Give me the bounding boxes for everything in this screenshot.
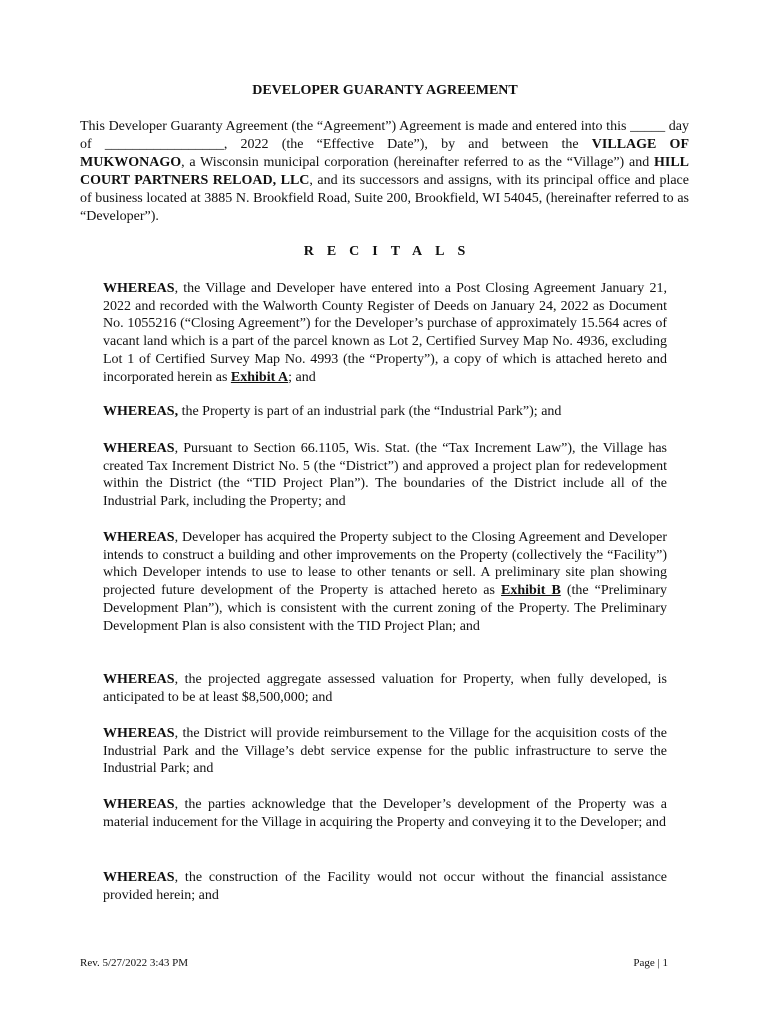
recital-paragraph xyxy=(103,671,667,706)
recital-lead: WHEREAS xyxy=(103,870,175,885)
exhibit-a-reference: Exhibit A xyxy=(230,369,289,385)
recital-text: , Pursuant to Section 66.1105, Wis. Stat. (the “Tax Increment Law”), the Village has created Tax Increment District No. 5 (the “District”) and approved a project plan for redevelopment within the District (the “TID Project Plan”). The boundaries of the District include all of the Industrial Park, including the Property; and xyxy=(103,441,667,510)
revision-stamp: Rev. 5/27/2022 3:43 PM xyxy=(80,957,189,969)
recital-text: the Property is part of an industrial park (the “Industrial Park”); and xyxy=(178,404,562,419)
recital-lead: WHEREAS xyxy=(103,530,175,545)
recital-text: , the projected aggregate assessed valuation for Property, when fully developed, is anticipated to be at least $8,500,000; and xyxy=(103,672,667,705)
recital-lead: WHEREAS, xyxy=(103,404,179,419)
developer-name: HILL COURT PARTNERS RELOAD, LLC xyxy=(80,155,689,188)
recital-lead: WHEREAS xyxy=(103,726,175,741)
recital-text: , the parties acknowledge that the Developer’s development of the Property was a material inducement for the Village in acquiring the Property and conveying it to the Developer; and xyxy=(103,797,667,830)
recital-text: , the District will provide reimbursement to the Village for the acquisition costs of the Industrial Park and the Village’s debt service expense for the public infrastructure to serve the Industrial Park; and xyxy=(103,726,667,777)
recital-paragraph xyxy=(103,869,667,904)
page-number: Page | 1 xyxy=(633,957,668,969)
recital-paragraph xyxy=(103,529,667,635)
intro-text: This Developer Guaranty Agreement (the “Agreement”) Agreement is made and entered into this _____ day of _________________, 2022 (the “Effective Date”), by and between the xyxy=(80,119,689,152)
recital-lead: WHEREAS xyxy=(103,797,175,812)
recital-text: , the construction of the Facility would not occur without the financial assistance provided herein; and xyxy=(103,870,667,903)
intro-text: , a Wisconsin municipal corporation (hereinafter referred to as the “Village”) and xyxy=(181,155,654,170)
recital-paragraph xyxy=(103,796,667,831)
recitals-heading: RECITALS xyxy=(303,244,479,259)
recital-lead: WHEREAS xyxy=(103,672,175,687)
intro-text: , and its successors and assigns, with its principal office and place of business located at 3885 N. Brookfield Road, Suite 200, Brookfield, WI 54045, (hereinafter referred to as “Developer”). xyxy=(80,173,689,224)
recital-text: (the “Preliminary Development Plan”), which is consistent with the current zoning of the Property. The Preliminary Development Plan is also consistent with the TID Project Plan; and xyxy=(103,583,667,634)
village-name: VILLAGE OF MUKWONAGO xyxy=(80,137,689,170)
exhibit-b-reference: Exhibit B xyxy=(501,583,561,599)
intro-paragraph xyxy=(80,118,689,226)
document-title: DEVELOPER GUARANTY AGREEMENT xyxy=(252,83,518,98)
recital-paragraph xyxy=(103,280,667,386)
recital-lead: WHEREAS xyxy=(103,281,175,296)
recital-paragraph xyxy=(103,440,667,511)
recital-text: ; and xyxy=(288,369,316,385)
recital-lead: WHEREAS xyxy=(103,441,175,456)
recital-text: , Developer has acquired the Property subject to the Closing Agreement and Developer intends to construct a building and other improvements on the Property (collectively the “Facility”) which Developer intends to use to lease to other tenants or sell. A preliminary site plan showing projected future development of the Property is attached hereto as xyxy=(103,530,667,599)
recital-text: , the Village and Developer have entered into a Post Closing Agreement January 21, 2022 and recorded with the Walworth County Register of Deeds on January 24, 2022 as Document No. 1055216 (“Closing Agreement”) for the Developer’s purchase of approximately 15.564 acres of vacant land which is a part of the parcel known as Lot 2, Certified Survey Map No. 4936, excluding Lot 1 of Certified Survey Map No. 4993 (the “Property”), a copy of which is attached hereto and incorporated herein as xyxy=(103,281,667,385)
recital-paragraph xyxy=(103,725,667,778)
recital-paragraph xyxy=(103,403,667,421)
